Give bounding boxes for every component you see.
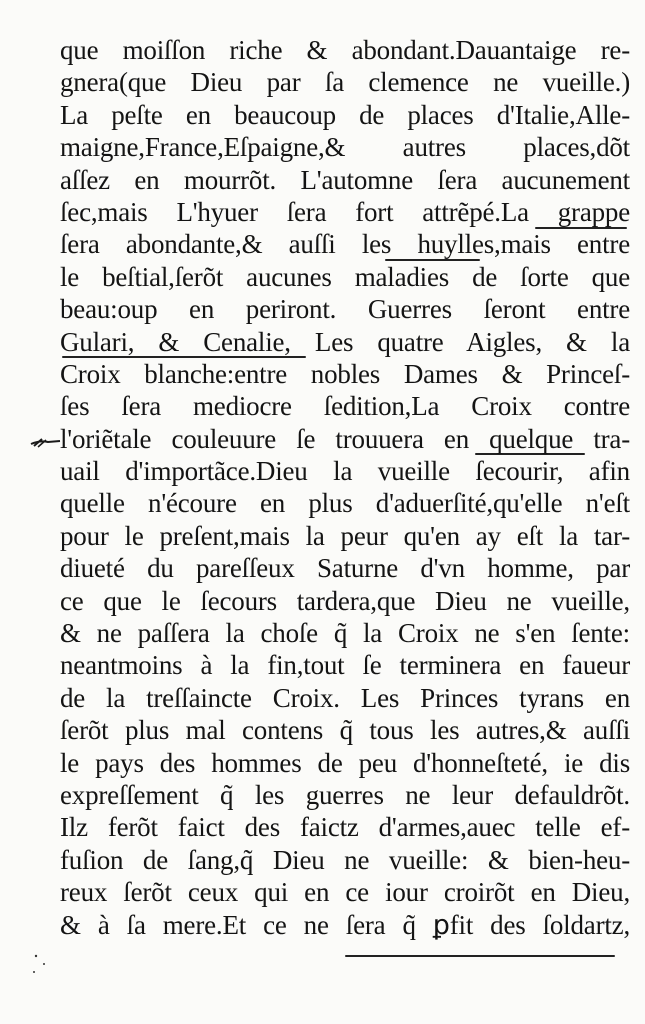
- text-line: Ilz ferõt faict des faictz d'armes,auec telle ef-: [60, 812, 630, 843]
- text-line: le pays des hommes de peu d'honneſteté, ie dis: [60, 747, 630, 778]
- text-line: neantmoins à la fin,tout ſe terminera en faueur: [60, 650, 630, 681]
- text-line: gnera(que Dieu par ſa clemence ne vueille.): [60, 67, 630, 98]
- text-line: fuſion de ſang,q̃ Dieu ne vueille: & bien-heu-: [60, 844, 630, 875]
- text-line: La peſte en beaucoup de places d'Italie,Alle-: [60, 99, 630, 130]
- text-line: & à ſa mere.Et ce ne ſera q̃ ꝑfit des ſoldartz,: [60, 909, 630, 940]
- text-line: expreſſement q̃ les guerres ne leur defauldrõt.: [60, 779, 630, 810]
- text-line: de la treſſaincte Croix. Les Princes tyrans en: [60, 682, 630, 713]
- manuscript-underline-soldartz: [345, 955, 615, 957]
- text-line: quelle n'écoure en plus d'aduerſité,qu'elle n'eſt: [60, 488, 630, 519]
- page-specks: [30, 950, 70, 980]
- text-line: reux ſerõt ceux qui en ce iour croirõt en Dieu,: [60, 877, 630, 908]
- text-line: ſerõt plus mal contens q̃ tous les autres,& auſſi: [60, 715, 630, 746]
- text-line: le beſtial,ſerõt aucunes maladies de ſorte que: [60, 261, 630, 292]
- text-line: ſera abondante,& auſſi les huylles,mais entre: [60, 229, 630, 260]
- text-line: Gulari, & Cenalie, Les quatre Aigles, & la: [60, 326, 630, 357]
- text-line: & ne paſſera la choſe q̃ la Croix ne s'en ſente:: [60, 618, 630, 649]
- text-line: que moiſſon riche & abondant.Dauantaige re-: [60, 35, 630, 65]
- text-line: l'oriẽtale couleuure ſe trouuera en quelque tra-: [60, 423, 630, 454]
- text-line: beau:oup en periront. Guerres ſeront entre: [60, 294, 630, 325]
- text-line: ſes ſera mediocre ſedition,La Croix contre: [60, 391, 630, 422]
- text-line: ce que le ſecours tardera,que Dieu ne vueille,: [60, 585, 630, 616]
- text-line: maigne,France,Eſpaigne,& autres places,dõt: [60, 132, 630, 163]
- text-line: aſſez en mourrõt. L'automne ſera aucunement: [60, 164, 630, 195]
- text-line: ſec,mais L'hyuer ſera fort attrẽpé.La grappe: [60, 196, 630, 227]
- body-text: [60, 34, 630, 941]
- text-line: Croix blanche:entre nobles Dames & Princeſ-: [60, 358, 630, 389]
- margin-pointer-mark: [30, 436, 62, 450]
- text-line: diueté du pareſſeux Saturne d'vn homme, par: [60, 553, 630, 584]
- text-line: pour le preſent,mais la peur qu'en ay eſt la tar-: [60, 520, 630, 551]
- text-line: uail d'importãce.Dieu la vueille ſecourir, afin: [60, 456, 630, 487]
